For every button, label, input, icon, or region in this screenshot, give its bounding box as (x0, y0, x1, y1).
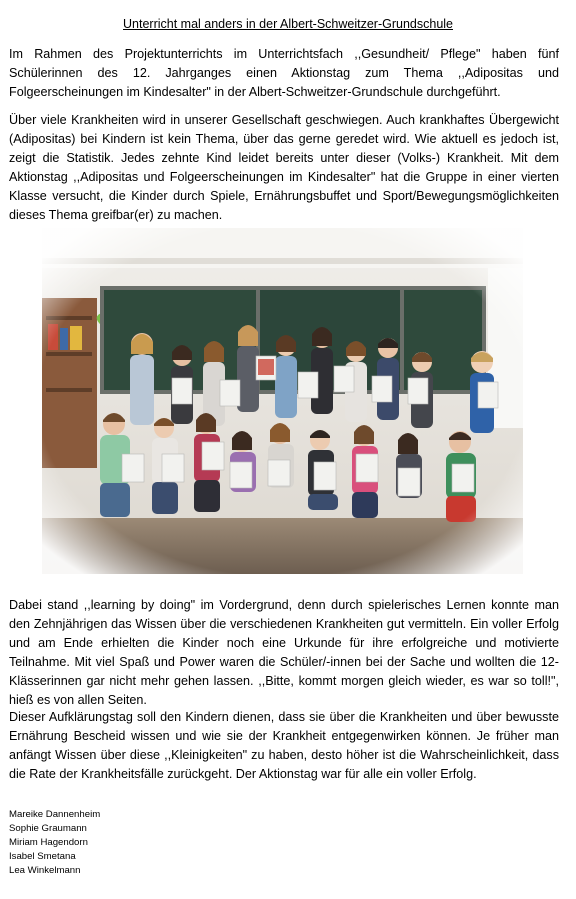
author-name: Mareike Dannenheim (9, 809, 101, 820)
paragraph-intro: Im Rahmen des Projektunterrichts im Unterrichtsfach ,,Gesundheit/ Pflege" haben fünf Schülerinnen des 12. Jahrganges einen Aktionstag zum Thema ,,Adipositas und Folgeerscheinungen im Kindesalter" in der Albert-Schweitzer-Grundschule durchgeführt. (9, 47, 559, 100)
group-photo-image (42, 228, 523, 574)
author-name: Lea Winkelmann (9, 864, 81, 876)
author-name: Miriam Hagendorn (9, 836, 88, 848)
paragraph-context: Über viele Krankheiten wird in unserer Gesellschaft geschwiegen. Auch krankhaftes Übergewicht (Adipositas) bei Kindern ist kein Thema, über das gerne geredet wird. Wie aktuell es jedoch ist, zeigt die Statistik. Jedes zehnte Kind leidet bereits unter dieser (Volks-) Krankheit. Mit dem Aktionstag ,,Adipositas und Folgeerscheinungen im Kindesalter" hat die Gruppe in einer vierten Klasse versucht, die Kinder durch Spiele, Ernährungsbuffet und Sport/Bewegungsmöglichkeiten dieses Thema greifbar(er) zu machen. (9, 113, 559, 223)
paragraph-conclusion: Dieser Aufklärungstag soll den Kindern dienen, dass sie über die Krankheiten und über bewusste Ernährung Bescheid wissen und wie sie der Krankheit entgegenwirken können. Je früher man anfängt Wissen über diese ,,Kleinigkeiten" zu haben, desto höher ist die Wahrscheinlichkeit, dass die Rate der Krankheitsfälle zurückgeht. Der Aktionstag war für alle ein voller Erfolg. (9, 710, 559, 782)
author-name: Sophie Graumann (9, 822, 87, 834)
author-name: Isabel Smetana (9, 850, 76, 862)
group-photo (42, 228, 523, 574)
author-list (9, 808, 309, 878)
paragraph-learning-by-doing: Dabei stand ,,learning by doing" im Vordergrund, denn durch spielerisches Lernen konnte man den Zehnjährigen das Wissen über die verschiedenen Krankheiten gut vermitteln. Ein voller Erfolg und am Ende erhielten die Kinder noch eine Urkunde für ihre erfolgreiche und motivierte Teilnahme. Mit viel Spaß und Power waren die Schüler/-innen bei der Sache und wollten die 12-Klässerinnen gar nicht mehr gehen lassen. ,,Bitte, kommt morgen gleich wieder, es war so toll!", hieß es von allen Seiten. (9, 598, 559, 708)
document-title: Unterricht mal anders in der Albert-Schweitzer-Grundschule (123, 17, 453, 31)
